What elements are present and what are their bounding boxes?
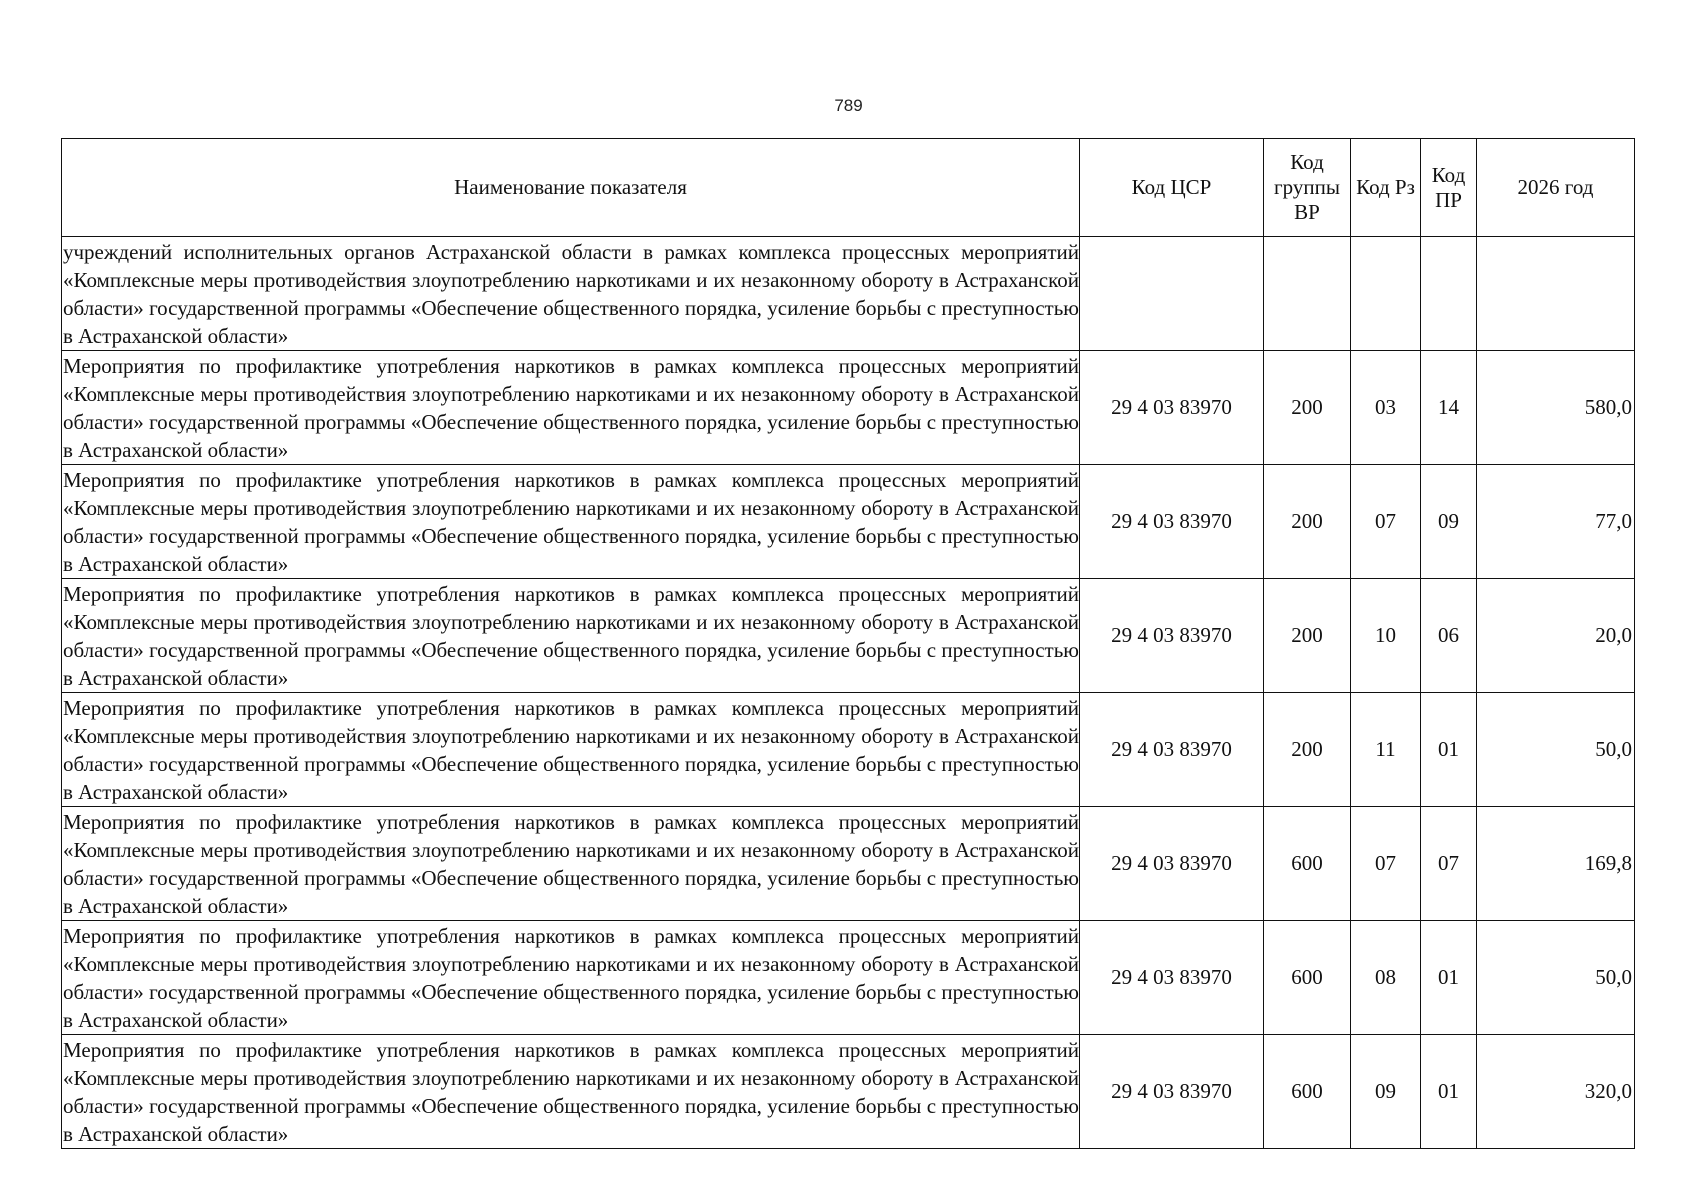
row-vr: 200 [1264, 465, 1351, 579]
row-rz: 07 [1351, 465, 1421, 579]
row-pr: 09 [1421, 465, 1477, 579]
table-row [62, 1035, 1635, 1149]
table-header-row [62, 139, 1635, 237]
row-csr: 29 4 03 83970 [1080, 351, 1264, 465]
table-row [62, 465, 1635, 579]
header-year: 2026 год [1477, 139, 1635, 237]
row-amount [1477, 237, 1635, 351]
row-pr: 07 [1421, 807, 1477, 921]
row-amount: 580,0 [1477, 351, 1635, 465]
row-csr: 29 4 03 83970 [1080, 465, 1264, 579]
row-vr: 600 [1264, 1035, 1351, 1149]
row-csr: 29 4 03 83970 [1080, 693, 1264, 807]
row-csr [1080, 237, 1264, 351]
row-csr: 29 4 03 83970 [1080, 579, 1264, 693]
row-amount: 77,0 [1477, 465, 1635, 579]
budget-table [61, 138, 1635, 1149]
row-rz: 10 [1351, 579, 1421, 693]
row-pr: 14 [1421, 351, 1477, 465]
row-name: Мероприятия по профилактике употребления наркотиков в рамках комплекса процессных мероприятий «Комплексные меры противодействия злоупотреблению наркотиками и их незаконному обороту в Астраханской области» государственной программы «Обеспечение общественного порядка, усиление борьбы с преступностью в Астраханской области» [62, 579, 1080, 693]
row-vr: 600 [1264, 921, 1351, 1035]
table-row [62, 351, 1635, 465]
table-row [62, 579, 1635, 693]
header-csr: Код ЦСР [1080, 139, 1264, 237]
row-vr [1264, 237, 1351, 351]
row-vr: 200 [1264, 351, 1351, 465]
row-csr: 29 4 03 83970 [1080, 807, 1264, 921]
row-csr: 29 4 03 83970 [1080, 1035, 1264, 1149]
row-vr: 600 [1264, 807, 1351, 921]
row-name: Мероприятия по профилактике употребления наркотиков в рамках комплекса процессных мероприятий «Комплексные меры противодействия злоупотреблению наркотиками и их незаконному обороту в Астраханской области» государственной программы «Обеспечение общественного порядка, усиление борьбы с преступностью в Астраханской области» [62, 921, 1080, 1035]
table-row [62, 807, 1635, 921]
row-name: Мероприятия по профилактике употребления наркотиков в рамках комплекса процессных мероприятий «Комплексные меры противодействия злоупотреблению наркотиками и их незаконному обороту в Астраханской области» государственной программы «Обеспечение общественного порядка, усиление борьбы с преступностью в Астраханской области» [62, 1035, 1080, 1149]
row-name: Мероприятия по профилактике употребления наркотиков в рамках комплекса процессных мероприятий «Комплексные меры противодействия злоупотреблению наркотиками и их незаконному обороту в Астраханской области» государственной программы «Обеспечение общественного порядка, усиление борьбы с преступностью в Астраханской области» [62, 465, 1080, 579]
row-vr: 200 [1264, 693, 1351, 807]
row-vr: 200 [1264, 579, 1351, 693]
row-amount: 50,0 [1477, 921, 1635, 1035]
header-pr: Код ПР [1421, 139, 1477, 237]
row-name: учреждений исполнительных органов Астраханской области в рамках комплекса процессных мероприятий «Комплексные меры противодействия злоупотреблению наркотиками и их незаконному обороту в Астраханской области» государственной программы «Обеспечение общественного порядка, усиление борьбы с преступностью в Астраханской области» [62, 237, 1080, 351]
row-pr: 01 [1421, 1035, 1477, 1149]
row-csr: 29 4 03 83970 [1080, 921, 1264, 1035]
row-amount: 320,0 [1477, 1035, 1635, 1149]
row-name: Мероприятия по профилактике употребления наркотиков в рамках комплекса процессных мероприятий «Комплексные меры противодействия злоупотреблению наркотиками и их незаконному обороту в Астраханской области» государственной программы «Обеспечение общественного порядка, усиление борьбы с преступностью в Астраханской области» [62, 693, 1080, 807]
row-pr: 01 [1421, 921, 1477, 1035]
header-rz: Код Рз [1351, 139, 1421, 237]
row-rz: 08 [1351, 921, 1421, 1035]
row-amount: 20,0 [1477, 579, 1635, 693]
row-rz [1351, 237, 1421, 351]
table-row [62, 921, 1635, 1035]
page-number: 789 [834, 96, 863, 115]
row-name: Мероприятия по профилактике употребления наркотиков в рамках комплекса процессных мероприятий «Комплексные меры противодействия злоупотреблению наркотиками и их незаконному обороту в Астраханской области» государственной программы «Обеспечение общественного порядка, усиление борьбы с преступностью в Астраханской области» [62, 351, 1080, 465]
row-pr: 06 [1421, 579, 1477, 693]
row-rz: 07 [1351, 807, 1421, 921]
row-pr: 01 [1421, 693, 1477, 807]
row-rz: 03 [1351, 351, 1421, 465]
row-name: Мероприятия по профилактике употребления наркотиков в рамках комплекса процессных мероприятий «Комплексные меры противодействия злоупотреблению наркотиками и их незаконному обороту в Астраханской области» государственной программы «Обеспечение общественного порядка, усиление борьбы с преступностью в Астраханской области» [62, 807, 1080, 921]
header-vr: Код группы ВР [1264, 139, 1351, 237]
table-row [62, 693, 1635, 807]
row-rz: 11 [1351, 693, 1421, 807]
row-amount: 50,0 [1477, 693, 1635, 807]
header-name: Наименование показателя [62, 139, 1080, 237]
row-amount: 169,8 [1477, 807, 1635, 921]
row-rz: 09 [1351, 1035, 1421, 1149]
table-row [62, 237, 1635, 351]
row-pr [1421, 237, 1477, 351]
